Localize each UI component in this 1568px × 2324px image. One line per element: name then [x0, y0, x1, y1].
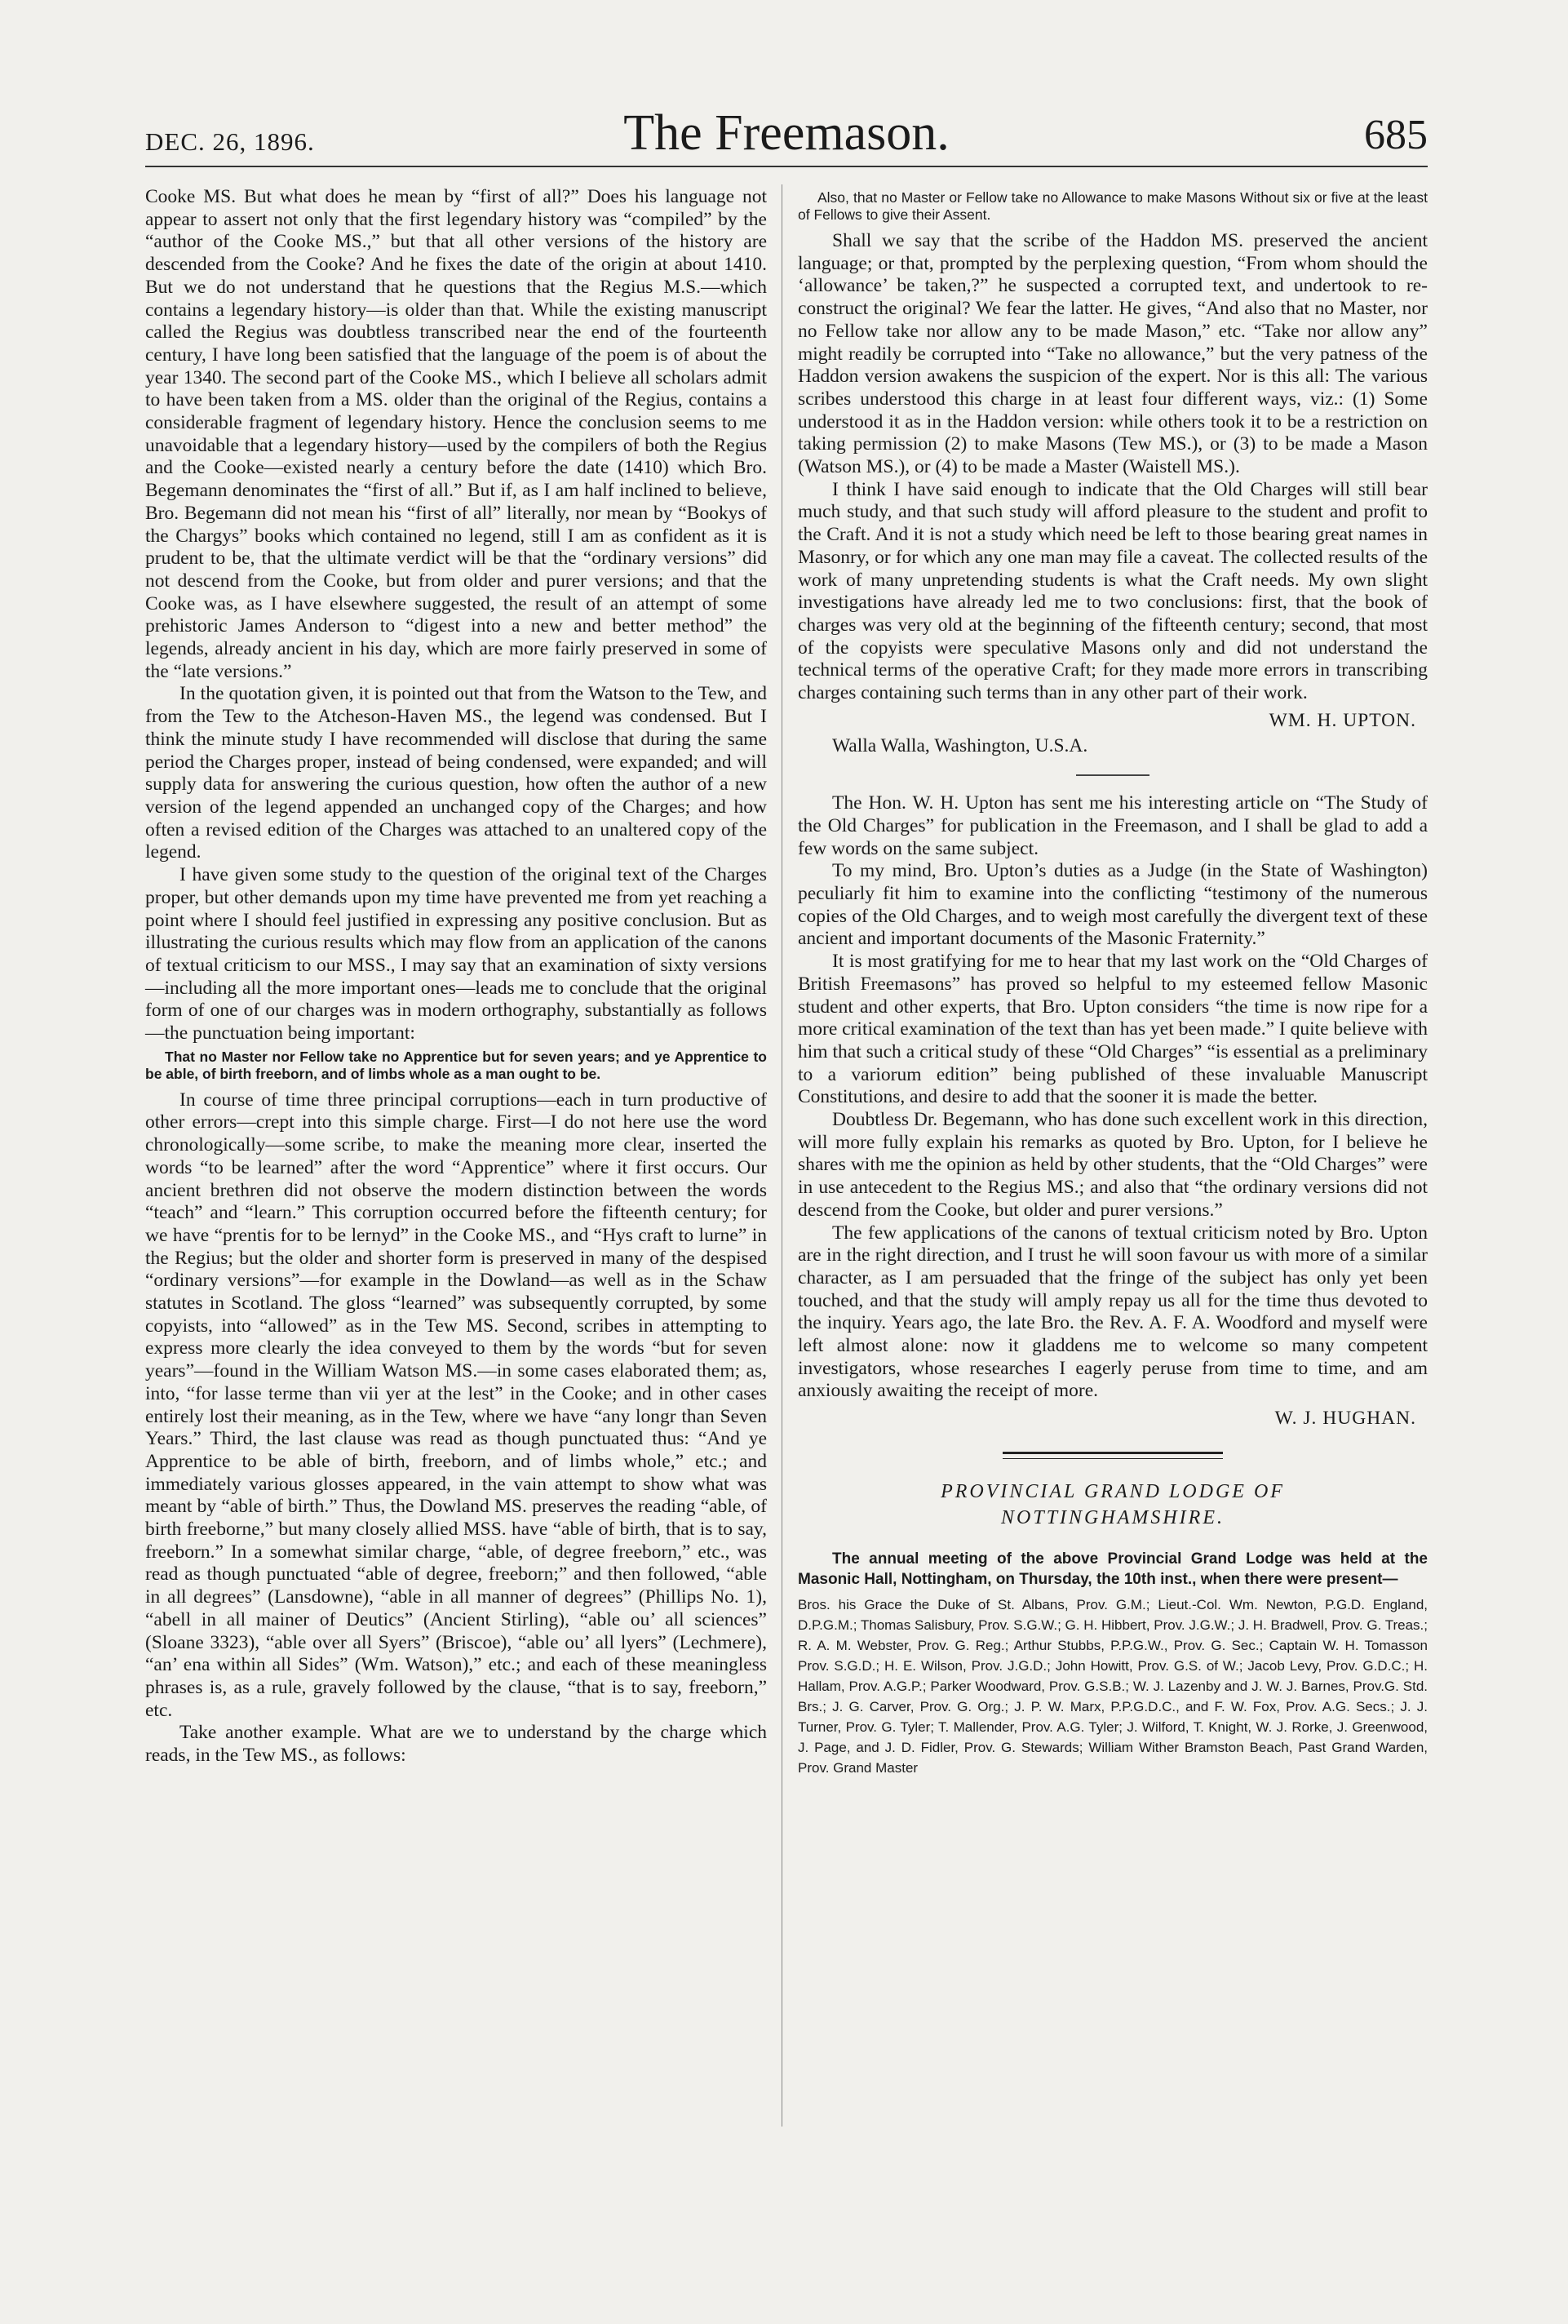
paragraph: Cooke MS. But what does he mean by “first of all?” Does his language not appear to assert not only that the first legendary history was “compiled” by the “author of the Cooke MS.,” but that all other versions of the history are descended from the Cooke? And he fixes the date of the origin at about 1410. But we do not understand that he questions that the Regius M.S.—which contains a legendary history—is older than that. While the existing manuscript called the Regius was doubtless transcribed near the end of the fourteenth century, I have long been satisfied that the language of the poem is of about the year 1340. The second part of the Cooke MS., which I believe all scholars admit to have been taken from a MS. older than the original of the Regius, contains a considerable fragment of legendary history. Hence the conclusion seems to me unavoidable that a legendary history—used by the compilers of both the Regius and the Cooke—existed nearly a century before the date (1410) which Bro. Begemann denominates the “first of all.” But if, as I am half inclined to believe, Bro. Begemann did not mean his “first of all” literally, nor mean by “Bookys of the Chargys” books which contained no legend, still I am as confident as it is prudent to be, that the ultimate verdict will be that the “ordinary versions” did not descend from the Cooke, but from older and purer versions; and that the Cooke was, as I have elsewhere suggested, the result of an attempt of some prehistoric James Anderson to “digest into a new and better method” the legends, already ancient in his day, which are more fairly preserved in some of the “late versions.”: [145, 186, 767, 682]
masthead-rule: [145, 166, 1428, 167]
quoted-charge: Also, that no Master or Fellow take no Allowance to make Masons Without six or five at the least of Fellows to give their Assent.: [798, 189, 1428, 223]
paragraph: Take another example. What are we to understand by the charge which reads, in the Tew MS., as follows:: [145, 1722, 767, 1767]
paragraph: The annual meeting of the above Provincial Grand Lodge was held at the Masonic Hall, Nottingham, on Thursday, the 10th inst., when there were present—: [798, 1550, 1428, 1588]
paragraph: In the quotation given, it is pointed out that from the Watson to the Tew, and from the Tew to the Atcheson-Haven MS., the legend was condensed. But I think the minute study I have recommended will disclose that during the same period the Charges proper, instead of being condensed, were expanded; and will supply data for answering the curious question, how often the author of a new version of the legend appended an unchanged copy of the Charges; and how often a revised edition of the Charges was attached to an unaltered copy of the legend.: [145, 683, 767, 863]
paragraph: To my mind, Bro. Upton’s duties as a Judge (in the State of Washington) peculiarly fit him to examine into the conflicting “testimony of the numerous copies of the Old Charges, and to weigh most carefully the divergent text of these ancient and important documents of the Masonic Fraternity.”: [798, 860, 1428, 950]
paragraph: In course of time three principal corruptions—each in turn productive of other errors—crept into this simple charge. First—I do not here use the word chronologically—some scribe, to make the meaning more clear, inserted the words “to be learned” after the word “Apprentice” where it first occurs. Our ancient brethren did not observe the modern distinction between the words “teach” and “learn.” This corruption occurred before the fifteenth century; for we have “prentis for to be lernyd” in the Cooke MS., and “Hys craft to lurne” in the Regius; but the older and shorter form is preserved in many of the despised “ordinary versions”—for example in the Dowland—as well as in the Schaw statutes in Scotland. The gloss “learned” was subsequently corrupted, by some copyists, into “allowed” as in the Tew MS. Second, scribes in attempting to express more clearly the idea conveyed to them by the words “but for seven years”—found in the William Watson MS.—in some cases elaborated them; as, into, “for lasse terme than vii yer at the lest” in the Cooke; and in other cases entirely lost their meaning, as in the Tew, where we have “any longr than Seven Years.” Third, the last clause was read as though punctuated thus: “And ye Apprentice to be able of birth, freeborn, and of limbs whole,” etc.; and immediately various glosses appeared, in the vain attempt to show what was meant by “able of birth.” Thus, the Dowland MS. preserves the reading “able, of birth freeborne,” but many closely allied MSS. have “able of birth, that is to say, freeborn.” In a somewhat similar charge, “able, of degree freeborn,” etc., was read as though punctuated “able of degree, freeborn;” and then followed, “able in all degrees” (Lansdowne), “able in all manner of degrees” (Phillips No. 1), “abell in all mainer of Deutics” (Ancient Stirling), “able ou’ all sciences” (Sloane 3323), “able over all Syers” (Briscoe), “able ou’ all lyers” (Lechmere), “an’ ena within all Sides” (Wm. Watson),” etc.; and each of these meaningless phrases is, as a rule, gravely followed by the clause, “that is to say, freeborn,” etc.: [145, 1089, 767, 1721]
paragraph: I have given some study to the question of the original text of the Charges proper, but other demands upon my time have prevented me from yet reaching a point where I should feel justified in expressing any positive conclusion. But as illustrating the curious results which may flow from an application of the canons of textual criticism to our MSS., I may say that an examination of sixty versions—including all the more important ones—leads me to conclude that the original form of one of our charges was in modern orthography, substantially as follows—the punctuation being important:: [145, 864, 767, 1044]
heading-line: NOTTINGHAMSHIRE.: [1001, 1506, 1225, 1528]
signature: W. J. HUGHAN.: [1274, 1408, 1416, 1430]
section-divider: [1076, 774, 1149, 776]
paragraph: Doubtless Dr. Begemann, who has done such excellent work in this direction, will more fully explain his remarks as quoted by Bro. Upton, for I believe he shares with me the opinion as held by other students, that the “Old Charges” were in use antecedent to the Regius MS.; and also that “the ordinary versions did not descend from the Cooke, but older and purer versions.”: [798, 1109, 1428, 1221]
paragraph: The few applications of the canons of textual criticism noted by Bro. Upton are in the right direction, and I trust he will soon favour us with more of a similar character, as I am persuaded that the fringe of the subject has only yet been touched, and that the study will amply repay us all for the time thus devoted to the inquiry. Years ago, the late Bro. the Rev. A. F. A. Woodford and myself were left almost alone: now it gladdens me to welcome so many competent investigators, whose researches I eagerly peruse from time to time, and am anxiously awaiting the receipt of more.: [798, 1222, 1428, 1402]
left-column: [145, 186, 767, 1767]
masthead: [145, 100, 1428, 165]
page-number: 685: [1364, 112, 1428, 158]
right-column: [798, 186, 1428, 1778]
attendee-list: Bros. his Grace the Duke of St. Albans, Prov. G.M.; Lieut.-Col. Wm. Newton, P.G.D. England, D.P.G.M.; Thomas Salisbury, Prov. S.G.W.; G. H. Hibbert, Prov. J.G.W.; J. H. Bradwell, Prov. G. Treas.; R. A. M. Webster, Prov. G. Reg.; Arthur Stubbs, P.P.G.W., Prov. G. Sec.; Captain W. H. Tomasson Prov. S.G.D.; H. E. Wilson, Prov. J.G.D.; John Howitt, Prov. G.S. of W.; Jacob Levy, Prov. G.D.C.; H. Hallam, Prov. A.G.P.; Parker Woodward, Prov. G.S.B.; W. J. Lazenby and J. W. J. Barnes, Prov.G. Std. Brs.; J. G. Carver, Prov. G. Org.; J. P. W. Marx, P.P.G.D.C., and F. W. Fox, Prov. A.G. Secs.; J. J. Turner, Prov. G. Tyler; T. Mallender, Prov. A.G. Tyler; J. Wilford, T. Knight, W. J. Rorke, J. Greenwood, J. Page, and J. D. Fidler, Prov. G. Stewards; William Wither Bramston Beach, Past Grand Warden, Prov. Grand Master: [798, 1596, 1428, 1776]
issue-date: DEC. 26, 1896.: [145, 127, 315, 156]
quoted-charge: That no Master nor Fellow take no Apprentice but for seven years; and ye Apprentice to be able, of birth freeborn, and of limbs whole as a man ought to be.: [145, 1048, 767, 1082]
paragraph: The Hon. W. H. Upton has sent me his interesting article on “The Study of the Old Charges” for publication in the Freemason, and I shall be glad to add a few words on the same subject.: [798, 792, 1428, 859]
paragraph: It is most gratifying for me to hear that my last work on the “Old Charges of British Freemasons” has proved so helpful to my esteemed fellow Masonic student and other experts, that Bro. Upton considers “the time is now ripe for a more critical examination of the text than has yet been made.” I quite believe with him that such a critical study of these “Old Charges” “is essential as a preliminary to a variorum edition” being published of these invaluable Manuscript Constitutions, and desire to add that the sooner it is made the better.: [798, 951, 1428, 1108]
newspaper-title: The Freemason.: [623, 105, 950, 161]
heading-line: PROVINCIAL GRAND LODGE OF: [941, 1480, 1285, 1502]
article-divider: [1003, 1452, 1223, 1459]
dateline: Walla Walla, Washington, U.S.A.: [832, 735, 1088, 757]
paragraph: Shall we say that the scribe of the Haddon MS. preserved the ancient language; or that, prompted by the perplexing question, “From whom should the ‘allowance’ be taken,?” he suspected a corrupted text, and undertook to re-construct the original? We fear the latter. He gives, “And also that no Master, nor no Fellow take nor allow any to be made Mason,” etc. “Take nor allow any” might readily be corrupted into “Take no allowance,” but the very patness of the Haddon version awakens the suspicion of the expert. Nor is this all: The various scribes understood this charge in at least four different ways, viz.: (1) Some understood it as in the Haddon version: while others took it to be a restriction on taking permission (2) to make Masons (Tew MS.), or (3) to be made a Mason (Watson MS.), or (4) to be made a Master (Waistell MS.).: [798, 230, 1428, 478]
paragraph: I think I have said enough to indicate that the Old Charges will still bear much study, and that such study will afford pleasure to the student and profit to the Craft. And it is not a study which need be left to those bearing great names in Masonry, or for which any one man may file a caveat. The collected results of the work of many unpretending students is what the Craft needs. My own slight investigations have already led me to two conclusions: first, that the book of charges was very old at the beginning of the fifteenth century; second, that most of the copyists were speculative Masons only and did not understand the technical terms of the operative Craft; for they made more errors in transcribing charges containing such terms than in any other part of their work.: [798, 478, 1428, 704]
signature: WM. H. UPTON.: [1269, 709, 1416, 731]
article-heading: [798, 1479, 1428, 1531]
